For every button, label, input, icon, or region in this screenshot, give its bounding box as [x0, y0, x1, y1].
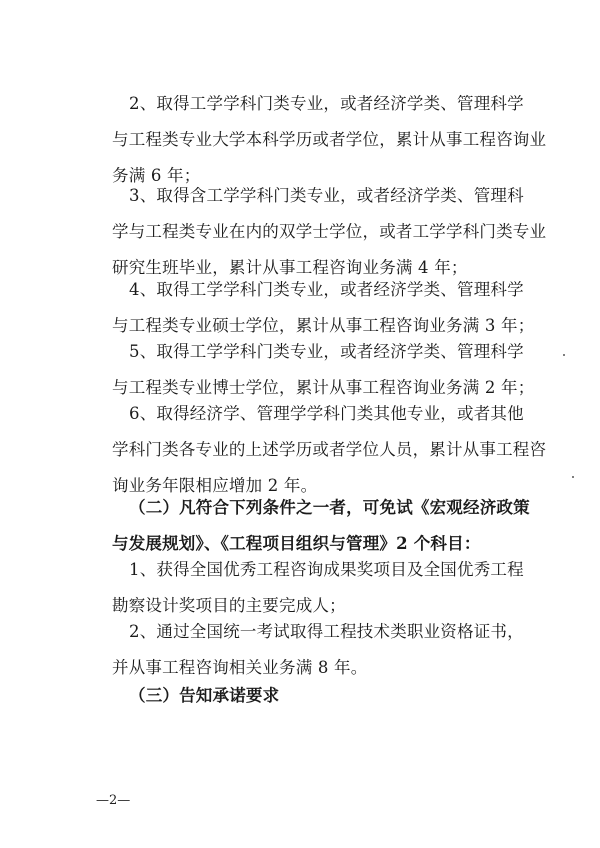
section-heading-commitment	[112, 678, 532, 714]
scan-speck	[572, 476, 574, 478]
text-line: 3、取得含工学学科门类专业，或者经济学类、管理科	[129, 186, 524, 205]
text-line: 学科门类各专业的上述学历或者学位人员，累计从事工程咨	[112, 440, 547, 459]
text-line: 询业务年限相应增加 2 年。	[112, 476, 318, 495]
text-line: 并从事工程咨询相关业务满 8 年。	[112, 658, 368, 677]
text-line: 2、通过全国统一考试取得工程技术类职业资格证书，	[129, 622, 524, 641]
text-line: 4、取得工学学科门类专业，或者经济学类、管理科学	[129, 280, 524, 299]
text-line: 学与工程类专业在内的双学士学位，或者工学学科门类专业	[112, 222, 547, 241]
text-line: 研究生班毕业，累计从事工程咨询业务满 4 年；	[112, 258, 468, 277]
text-line: 5、取得工学学科门类专业，或者经济学类、管理科学	[129, 342, 524, 361]
paragraph-item-3	[112, 178, 547, 286]
paragraph-exemption-2	[112, 614, 532, 686]
text-line: 与工程类专业大学本科学历或者学位，累计从事工程咨询业	[112, 130, 547, 149]
paragraph-item-6	[112, 396, 547, 504]
page-number: —2—	[96, 793, 131, 808]
text-line: 与工程类专业硕士学位，累计从事工程咨询业务满 3 年；	[112, 316, 535, 335]
text-line: 与工程类专业博士学位，累计从事工程咨询业务满 2 年；	[112, 378, 535, 397]
text-line: 1、获得全国优秀工程咨询成果奖项目及全国优秀工程	[129, 560, 524, 579]
text-line: （三）告知承诺要求	[129, 686, 280, 705]
text-line: 与发展规划》、《工程项目组织与管理》2 个科目：	[112, 534, 481, 553]
text-line: 务满 6 年；	[112, 166, 201, 185]
text-line: 勘察设计奖项目的主要完成人；	[112, 596, 346, 615]
text-line: 2、取得工学学科门类专业，或者经济学类、管理科学	[129, 94, 524, 113]
scan-speck	[563, 354, 565, 356]
text-line: （二）凡符合下列条件之一者，可免试《宏观经济政策	[129, 498, 530, 517]
text-line: 6、取得经济学、管理学学科门类其他专业，或者其他	[129, 404, 524, 423]
